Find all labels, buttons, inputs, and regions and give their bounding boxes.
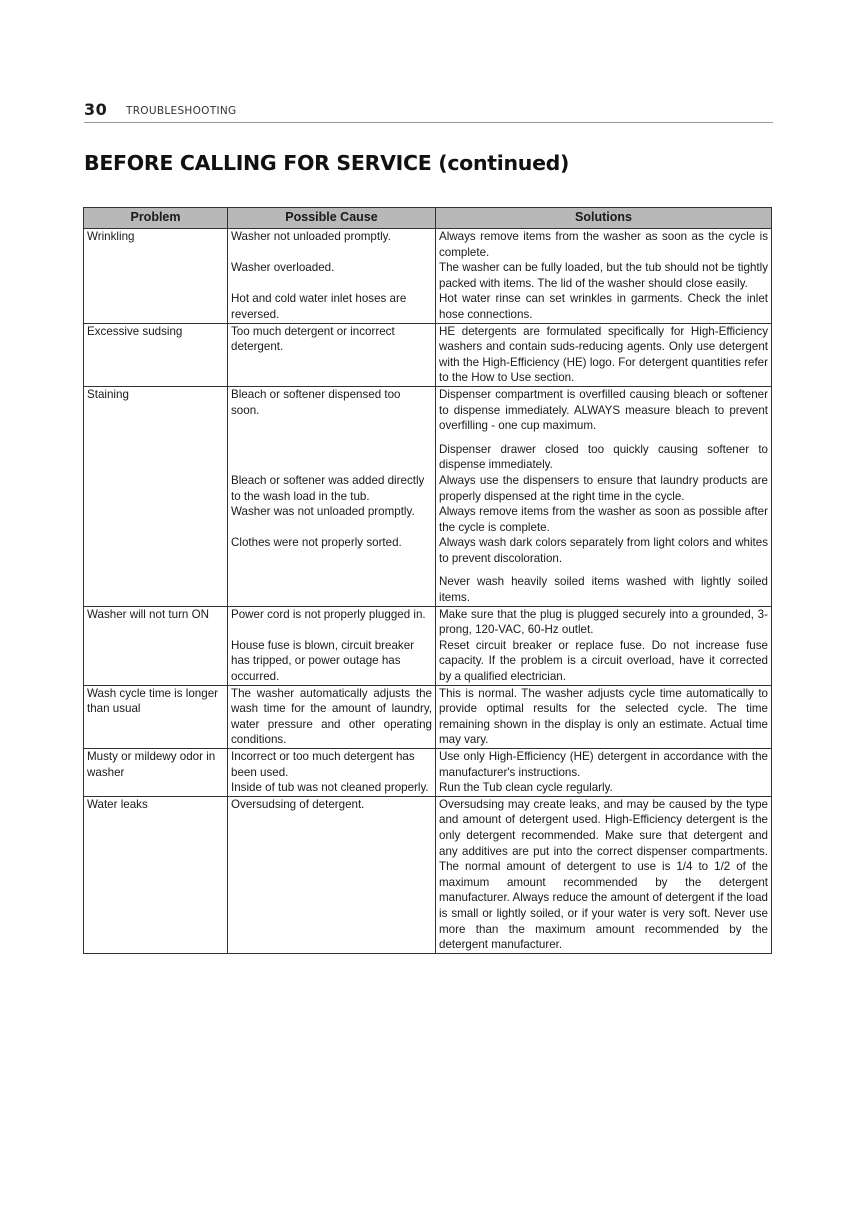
solution-cell: Use only High-Efficiency (HE) detergent in accordance with the manufacturer's instructions. — [436, 749, 772, 781]
page-header — [84, 100, 773, 123]
table-row — [84, 749, 772, 781]
problem-cell: Musty or mildewy odor in washer — [84, 749, 228, 797]
page-number: 30 — [84, 100, 108, 119]
cause-cell: Hot and cold water inlet hoses are reversed. — [228, 291, 436, 323]
solution-cell: Run the Tub clean cycle regularly. — [436, 780, 772, 796]
solution-cell: Always wash dark colors separately from light colors and whites to prevent discoloration. — [436, 535, 772, 566]
cause-cell: House fuse is blown, circuit breaker has tripped, or power outage has occurred. — [228, 638, 436, 685]
solution-cell: This is normal. The washer adjusts cycle time automatically to provide optimal results for the selected cycle. The time remaining shown in the display is only an estimate. Actual time may vary. — [436, 685, 772, 748]
problem-cell: Water leaks — [84, 796, 228, 953]
cause-cell: The washer automatically adjusts the wash time for the amount of laundry, water pressure and other operating conditions. — [228, 685, 436, 748]
table-row — [84, 685, 772, 748]
solution-cell: HE detergents are formulated specifically for High-Efficiency washers and contain suds-reducing agents. Only use detergent with the High-Efficiency (HE) logo. For detergent quantities refer to the How to Use section. — [436, 323, 772, 386]
section-name: TROUBLESHOOTING — [126, 105, 237, 117]
column-header-solutions: Solutions — [436, 208, 772, 229]
table-header-row — [84, 208, 772, 229]
solution-cell: The washer can be fully loaded, but the tub should not be tightly packed with items. The lid of the washer should close easily. — [436, 260, 772, 291]
cause-cell: Power cord is not properly plugged in. — [228, 606, 436, 638]
cause-cell: Incorrect or too much detergent has been used. — [228, 749, 436, 781]
solution-cell: Never wash heavily soiled items washed with lightly soiled items. — [436, 566, 772, 606]
table-row — [84, 606, 772, 638]
solution-cell: Always remove items from the washer as soon as the cycle is complete. — [436, 229, 772, 261]
problem-cell: Washer will not turn ON — [84, 606, 228, 685]
cause-cell — [228, 434, 436, 473]
column-header-possible-cause: Possible Cause — [228, 208, 436, 229]
cause-cell: Inside of tub was not cleaned properly. — [228, 780, 436, 796]
solution-cell: Dispenser drawer closed too quickly causing softener to dispense immediately. — [436, 434, 772, 473]
solution-cell: Always use the dispensers to ensure that laundry products are properly dispensed at the right time in the cycle. — [436, 473, 772, 504]
solution-cell: Make sure that the plug is plugged securely into a grounded, 3-prong, 120-VAC, 60-Hz outlet. — [436, 606, 772, 638]
cause-cell: Oversudsing of detergent. — [228, 796, 436, 953]
cause-cell: Bleach or softener was added directly to the wash load in the tub. — [228, 473, 436, 504]
table-row — [84, 796, 772, 953]
problem-cell: Wash cycle time is longer than usual — [84, 685, 228, 748]
table-row — [84, 386, 772, 433]
solution-cell: Dispenser compartment is overfilled causing bleach or softener to dispense immediately. ALWAYS measure bleach to prevent overfilling - one cup maximum. — [436, 386, 772, 433]
cause-cell: Bleach or softener dispensed too soon. — [228, 386, 436, 433]
troubleshooting-table — [83, 207, 772, 954]
table-row — [84, 323, 772, 386]
page-title: BEFORE CALLING FOR SERVICE (continued) — [84, 151, 570, 175]
cause-cell: Washer not unloaded promptly. — [228, 229, 436, 261]
cause-cell: Washer overloaded. — [228, 260, 436, 291]
cause-cell — [228, 566, 436, 606]
solution-cell: Oversudsing may create leaks, and may be caused by the type and amount of detergent used. High-Efficiency detergent is the only detergent recommended. Make sure that detergent and any additives are put into the correct dispenser compartments. The normal amount of detergent to use is 1/4 to 1/2 of the maximum amount recommended by the detergent manufacturer. Always reduce the amount of detergent if the load is small or lightly soiled, or if your water is very soft. Never use more than the maximum amount recommended by the detergent manufacturer. — [436, 796, 772, 953]
solution-cell: Hot water rinse can set wrinkles in garments. Check the inlet hose connections. — [436, 291, 772, 323]
solution-cell: Reset circuit breaker or replace fuse. Do not increase fuse capacity. If the problem is a circuit overload, have it corrected by a qualified electrician. — [436, 638, 772, 685]
problem-cell: Wrinkling — [84, 229, 228, 324]
table-row — [84, 229, 772, 261]
problem-cell: Excessive sudsing — [84, 323, 228, 386]
cause-cell: Washer was not unloaded promptly. — [228, 504, 436, 535]
cause-cell: Too much detergent or incorrect detergent. — [228, 323, 436, 386]
problem-cell: Staining — [84, 386, 228, 606]
solution-cell: Always remove items from the washer as soon as possible after the cycle is complete. — [436, 504, 772, 535]
column-header-problem: Problem — [84, 208, 228, 229]
cause-cell: Clothes were not properly sorted. — [228, 535, 436, 566]
